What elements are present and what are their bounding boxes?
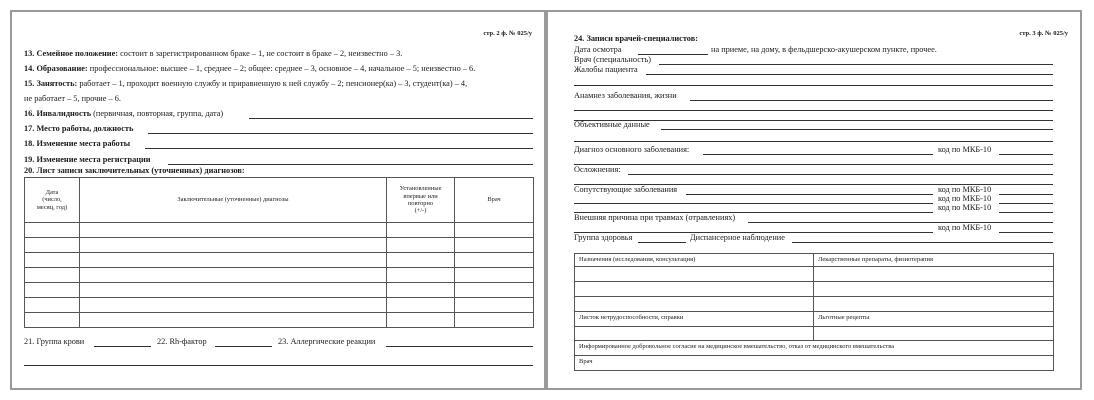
exam-date-label: Дата осмотра	[574, 45, 622, 54]
anamnesis-field[interactable]	[690, 100, 1053, 101]
date-cell[interactable]	[25, 238, 80, 253]
diagnosis-cell[interactable]	[80, 253, 387, 268]
drugs-header: Лекарственные препараты, физиотерапия	[814, 254, 1054, 267]
external-cause-field[interactable]	[748, 222, 1053, 223]
date-cell[interactable]	[25, 253, 80, 268]
complaints-label: Жалобы пациента	[574, 65, 638, 74]
drugs-cell[interactable]	[814, 282, 1054, 297]
anamnesis-label: Анамнез заболевания, жизни	[574, 91, 677, 100]
diagnoses-table	[24, 177, 534, 328]
diagnoses-table-row	[25, 253, 534, 268]
established-cell[interactable]	[387, 283, 455, 298]
comorbid-field[interactable]	[686, 194, 933, 195]
registration-change-line: 19. Изменение места регистрации	[24, 155, 151, 164]
health-group-field[interactable]	[638, 242, 686, 243]
icd-code-label-3: код по МКБ-10	[938, 194, 992, 203]
employment-line-2: не работает – 5, прочие – 6.	[24, 94, 121, 103]
doctor-cell[interactable]	[455, 253, 534, 268]
date-cell[interactable]	[25, 298, 80, 313]
doctor-signature-cell: Врач	[575, 356, 1054, 371]
main-diagnosis-field[interactable]	[703, 154, 933, 155]
comorbid-field-2[interactable]	[574, 203, 933, 204]
registration-change-field[interactable]	[168, 164, 533, 165]
marital-status-line: 13. Семейное положение: состоит в зарегистрированном браке – 1, не состоит в браке – 2, неизвестно – 3.	[24, 49, 403, 58]
prescriptions-cell[interactable]	[814, 327, 1054, 341]
diagnoses-table-row	[25, 223, 534, 238]
page-number-left: стр. 2 ф. № 025/у	[483, 30, 532, 37]
workplace-field[interactable]	[148, 133, 533, 134]
drugs-cell[interactable]	[814, 297, 1054, 312]
allergy-line: 23. Аллергические реакции	[278, 337, 376, 346]
doctor-cell[interactable]	[455, 313, 534, 328]
doctor-cell[interactable]	[455, 268, 534, 283]
health-group-label: Группа здоровья	[574, 233, 633, 242]
workplace-change-line: 18. Изменение места работы	[24, 139, 131, 148]
allergy-field[interactable]	[386, 346, 533, 347]
complaints-field-2[interactable]	[574, 85, 1053, 86]
main-diagnosis-label: Диагноз основного заболевания:	[574, 145, 690, 154]
diagnosis-cell[interactable]	[80, 298, 387, 313]
anamnesis-field-2[interactable]	[574, 110, 1053, 111]
allergy-field-2[interactable]	[24, 365, 533, 366]
col-established-header: Установленные впервые или повторно (+/-)	[387, 178, 455, 223]
dispensary-field[interactable]	[792, 242, 1053, 243]
diagnoses-table-row	[25, 238, 534, 253]
complications-field[interactable]	[628, 174, 1053, 175]
objective-field-2[interactable]	[574, 141, 1053, 142]
doctor-cell[interactable]	[455, 238, 534, 253]
diagnoses-table-row	[25, 283, 534, 298]
established-cell[interactable]	[387, 313, 455, 328]
icd-code-field-1[interactable]	[999, 154, 1053, 155]
blood-group-line: 21. Группа крови	[24, 337, 85, 346]
diagnosis-cell[interactable]	[80, 223, 387, 238]
established-cell[interactable]	[387, 238, 455, 253]
date-cell[interactable]	[25, 268, 80, 283]
diagnoses-table-row	[25, 313, 534, 328]
blood-group-field[interactable]	[94, 346, 151, 347]
icd-code-label-2: код по МКБ-10	[938, 185, 992, 194]
disability-line: 16. Инвалидность (первичная, повторная, группа, дата)	[24, 109, 224, 118]
doctor-specialty-label: Врач (специальность)	[574, 55, 652, 64]
date-cell[interactable]	[25, 223, 80, 238]
diagnoses-table-header	[25, 178, 534, 223]
disability-field[interactable]	[249, 118, 533, 119]
diagnosis-cell[interactable]	[80, 268, 387, 283]
doctor-cell[interactable]	[455, 298, 534, 313]
doctor-cell[interactable]	[455, 283, 534, 298]
doctor-specialty-field[interactable]	[659, 64, 1053, 65]
page-number-right: стр. 3 ф. № 025/у	[1019, 30, 1068, 37]
objective-label: Объективные данные	[574, 120, 650, 129]
workplace-change-field[interactable]	[145, 148, 533, 149]
left-page	[10, 10, 546, 390]
workplace-line: 17. Место работы, должность	[24, 124, 134, 133]
comorbid-label: Сопутствующие заболевания	[574, 185, 678, 194]
established-cell[interactable]	[387, 268, 455, 283]
diagnoses-table-row	[25, 298, 534, 313]
diagnosis-cell[interactable]	[80, 313, 387, 328]
complications-label: Осложнения:	[574, 165, 621, 174]
established-cell[interactable]	[387, 223, 455, 238]
col-diagnosis-header: Заключительные (уточненные) диагнозы	[80, 178, 387, 223]
doctor-cell[interactable]	[455, 223, 534, 238]
rh-factor-line: 22. Rh-фактор	[157, 337, 207, 346]
established-cell[interactable]	[387, 298, 455, 313]
education-line: 14. Образование: профессиональное: высшее – 1, среднее – 2; общее: среднее – 3, основное – 4, начальное – 5; неизвестно – 6.	[24, 64, 476, 73]
exam-place-text: на приеме, на дому, в фельдшерско-акушерском пункте, прочее.	[711, 45, 937, 54]
dispensary-label: Диспансерное наблюдение	[690, 233, 785, 242]
established-cell[interactable]	[387, 253, 455, 268]
appointments-table	[574, 253, 1054, 371]
icd-code-field-3[interactable]	[999, 203, 1053, 204]
drugs-cell[interactable]	[814, 267, 1054, 282]
col-date-header: Дата (число, месяц, год)	[25, 178, 80, 223]
appointments-cell[interactable]	[575, 297, 814, 312]
external-cause-label: Внешняя причина при травмах (отравлениях)	[574, 213, 736, 222]
date-cell[interactable]	[25, 283, 80, 298]
diagnosis-cell[interactable]	[80, 283, 387, 298]
col-doctor-header: Врач	[455, 178, 534, 223]
icd-code-label-4: код по МКБ-10	[938, 203, 992, 212]
icd-code-label-5: код по МКБ-10	[938, 223, 992, 232]
consent-cell: Информированное добровольное согласие на медицинское вмешательство, отказ от медицинского вмешательства	[575, 341, 1054, 356]
appointments-cell[interactable]	[575, 282, 814, 297]
employment-line: 15. Занятость: работает – 1, проходит военную службу и приравненную к ней службу – 2; пенсионер(ка) – 3, студент(ка) – 4,	[24, 79, 468, 88]
icd-code-field-5[interactable]	[999, 232, 1053, 233]
sick-leave-cell[interactable]	[575, 327, 814, 341]
rh-factor-field[interactable]	[215, 346, 272, 347]
appointments-cell[interactable]	[575, 267, 814, 282]
icd-code-label-1: код по МКБ-10	[938, 145, 992, 154]
prescriptions-header: Льготные рецепты	[814, 312, 1054, 327]
sick-leave-header: Листок нетрудоспособности, справки	[575, 312, 814, 327]
appointments-header: Назначения (исследования, консультация)	[575, 254, 814, 267]
icd-code-field-2[interactable]	[999, 194, 1053, 195]
complaints-field[interactable]	[646, 74, 1053, 75]
specialist-section-title: 24. Записи врачей-специалистов:	[574, 34, 698, 43]
main-diagnosis-field-2[interactable]	[574, 164, 1053, 165]
diagnoses-sheet-title: 20. Лист записи заключительных (уточненных) диагнозов:	[24, 166, 245, 175]
objective-field[interactable]	[661, 129, 1053, 130]
icd-code-field-4[interactable]	[999, 212, 1053, 213]
diagnoses-table-row	[25, 268, 534, 283]
right-page	[546, 10, 1082, 390]
diagnosis-cell[interactable]	[80, 238, 387, 253]
date-cell[interactable]	[25, 313, 80, 328]
